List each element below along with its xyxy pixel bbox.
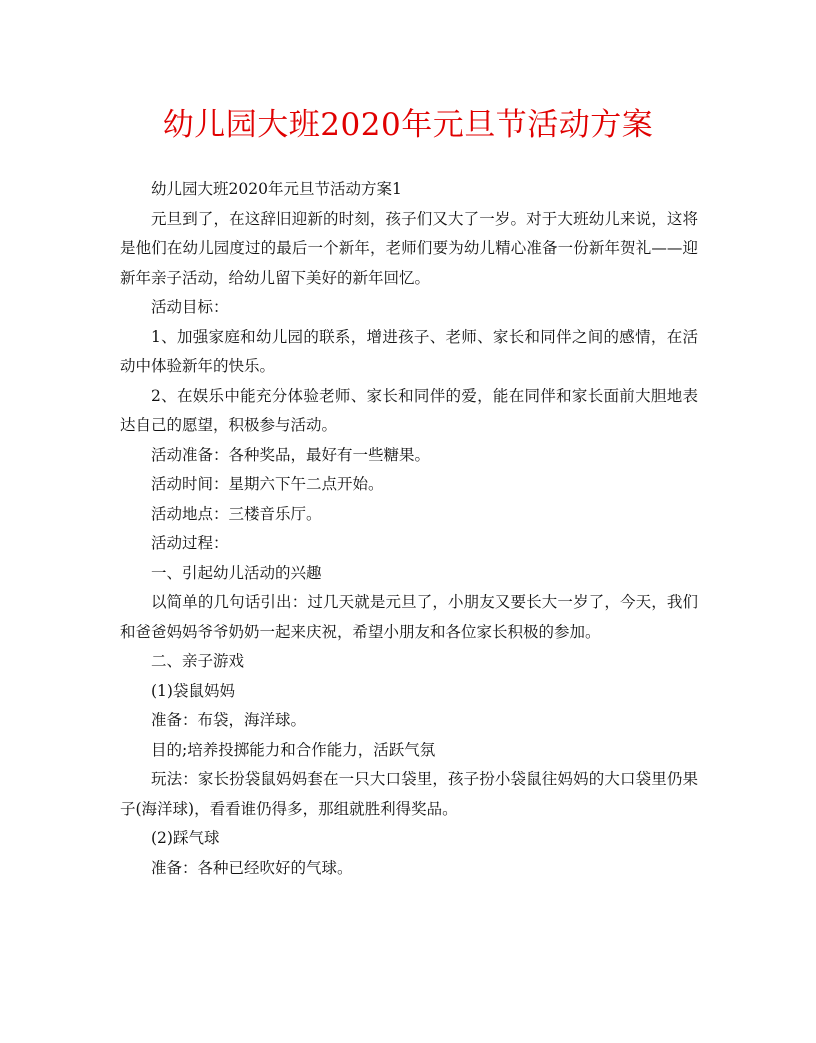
goal-item-2: 2、在娱乐中能充分体验老师、家长和同伴的爱，能在同伴和家长面前大胆地表达自己的愿望，积极参与活动。 [120, 386, 698, 434]
subheading: 幼儿园大班2020年元旦节活动方案1 [151, 180, 402, 198]
activity-preparation: 活动准备：各种奖品，最好有一些糖果。 [151, 445, 431, 464]
goal-item-1: 1、加强家庭和幼儿园的联系，增进孩子、老师、家长和同伴之间的感情，在活动中体验新年的快乐。 [120, 327, 698, 375]
game-1-title: (1)袋鼠妈妈 [151, 681, 235, 700]
process-step-1-text: 以简单的几句话引出：过几天就是元旦了，小朋友又要长大一岁了，今天，我们和爸爸妈妈爷爷奶奶一起来庆祝，希望小朋友和各位家长积极的参加。 [120, 593, 698, 641]
game-1-purpose: 目的;培养投掷能力和合作能力，活跃气氛 [151, 740, 436, 759]
intro-paragraph: 元旦到了，在这辞旧迎新的时刻，孩子们又大了一岁。对于大班幼儿来说，这将是他们在幼儿园度过的最后一个新年，老师们要为幼儿精心准备一份新年贺礼——迎新年亲子活动，给幼儿留下美好的新年回忆。 [120, 209, 698, 287]
document-title: 幼儿园大班2020年元旦节活动方案 [162, 107, 654, 143]
activity-location: 活动地点：三楼音乐厅。 [151, 504, 322, 523]
activity-time: 活动时间：星期六下午二点开始。 [151, 475, 384, 493]
game-1-rules: 玩法：家长扮袋鼠妈妈套在一只大口袋里，孩子扮小袋鼠往妈妈的大口袋里仍果子(海洋球)，看看谁仍得多，那组就胜利得奖品。 [120, 770, 698, 818]
section-heading-goals: 活动目标： [151, 298, 229, 316]
game-2-title: (2)踩气球 [151, 829, 220, 847]
game-2-preparation: 准备：各种已经吹好的气球。 [151, 858, 353, 877]
section-heading-process: 活动过程： [151, 534, 229, 552]
game-1-preparation: 准备：布袋，海洋球。 [151, 711, 307, 729]
process-step-1-heading: 一、引起幼儿活动的兴趣 [151, 563, 322, 582]
document-body [120, 175, 698, 883]
process-step-2-heading: 二、亲子游戏 [151, 652, 245, 670]
